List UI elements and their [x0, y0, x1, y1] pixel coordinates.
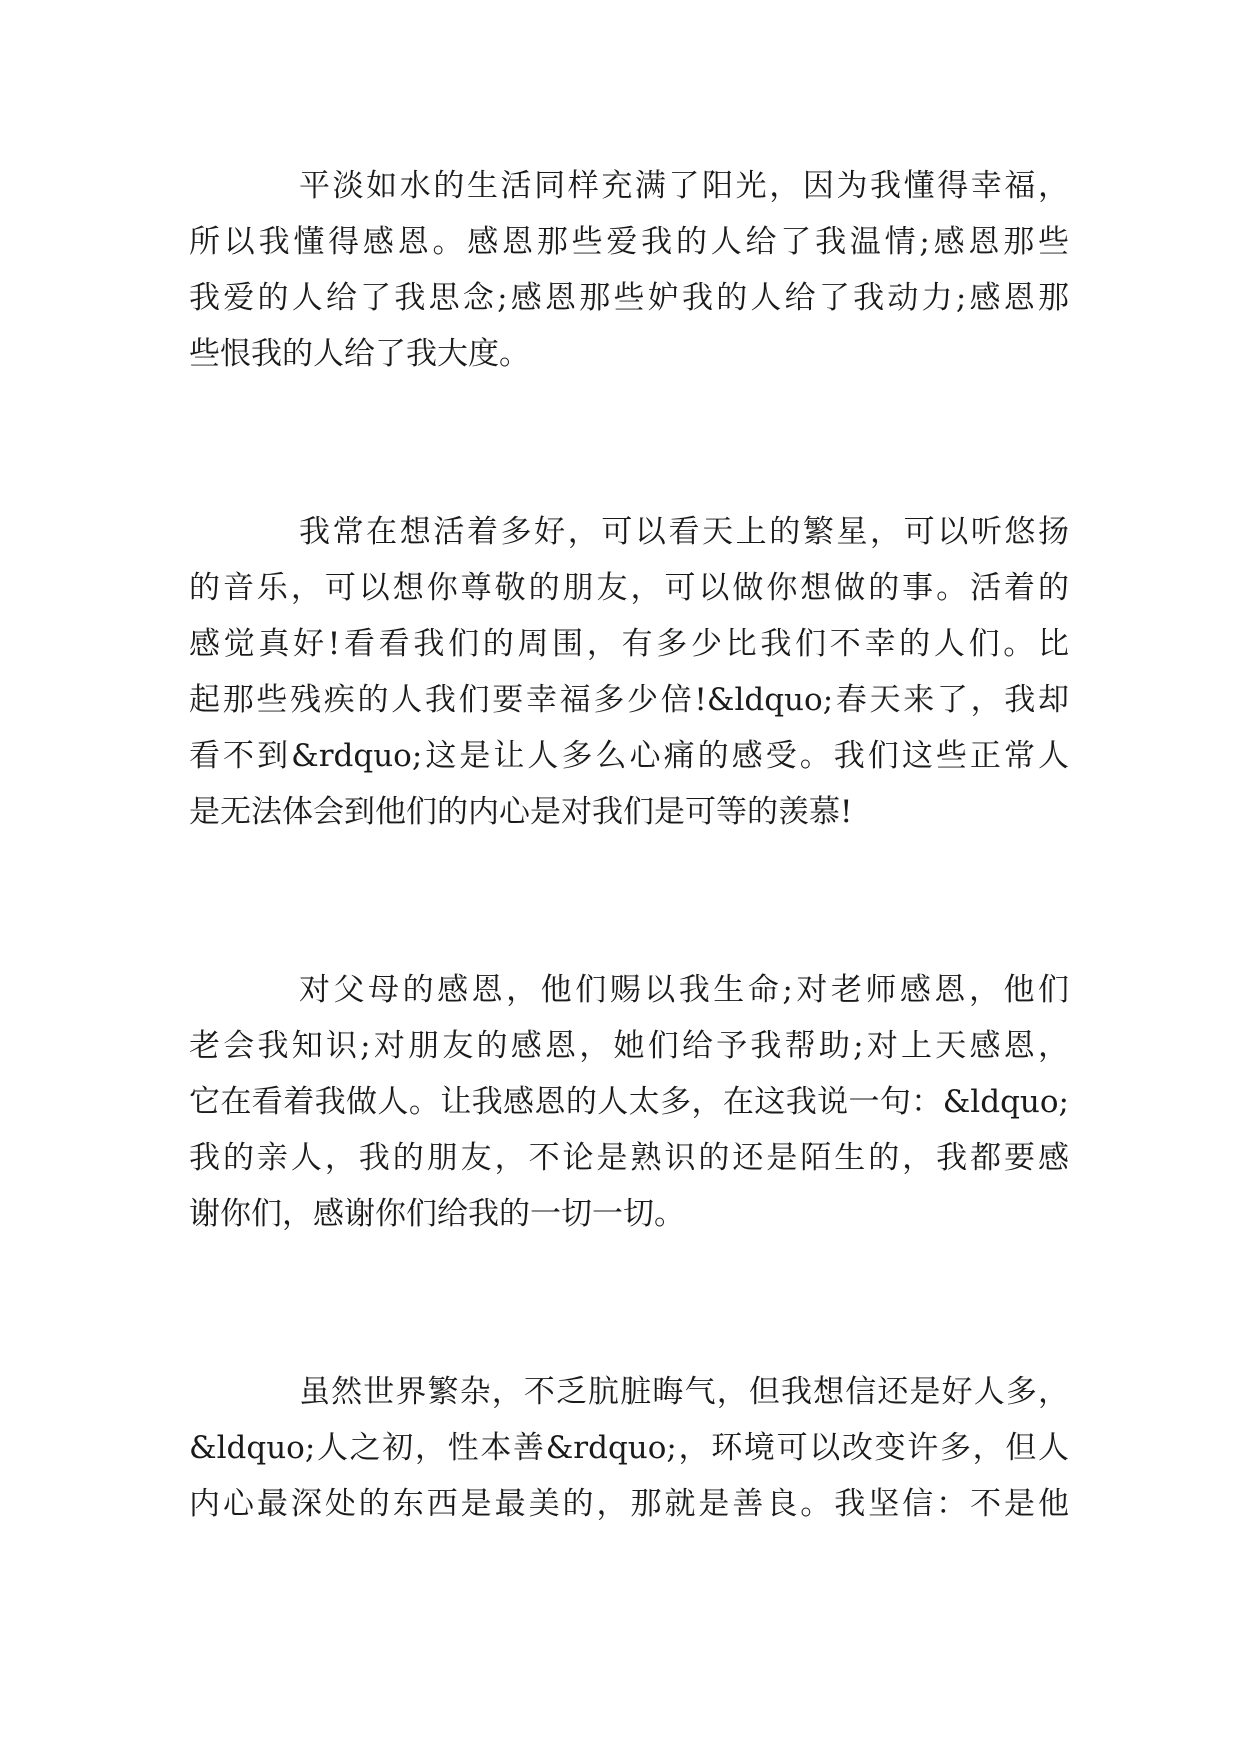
paragraph-2-line-2: 的音乐，可以想你尊敬的朋友，可以做你想做的事。活着的 — [189, 570, 1069, 606]
paragraph-2-line-5: 看不到&rdquo;这是让人多么心痛的感受。我们这些正常人 — [189, 738, 1069, 774]
paragraph-1-line-2: 所以我懂得感恩。感恩那些爱我的人给了我温情;感恩那些 — [189, 224, 1069, 260]
paragraph-3-line-2: 老会我知识;对朋友的感恩，她们给予我帮助;对上天感恩， — [189, 1028, 1069, 1064]
paragraph-4-line-2: &ldquo;人之初，性本善&rdquo;，环境可以改变许多，但人 — [189, 1430, 1069, 1466]
paragraph-4-line-3: 内心最深处的东西是最美的，那就是善良。我坚信：不是他 — [189, 1486, 1069, 1522]
paragraph-2-line-6: 是无法体会到他们的内心是对我们是可等的羡慕! — [189, 794, 853, 830]
paragraph-1-line-1: 平淡如水的生活同样充满了阳光，因为我懂得幸福， — [299, 168, 1069, 204]
paragraph-2-line-4: 起那些残疾的人我们要幸福多少倍!&ldquo;春天来了，我却 — [189, 682, 1069, 718]
paragraph-1-line-3: 我爱的人给了我思念;感恩那些妒我的人给了我动力;感恩那 — [189, 280, 1069, 316]
paragraph-3-line-5: 谢你们，感谢你们给我的一切一切。 — [189, 1196, 685, 1232]
paragraph-1-line-4: 些恨我的人给了我大度。 — [189, 336, 530, 372]
paragraph-3-line-4: 我的亲人，我的朋友，不论是熟识的还是陌生的，我都要感 — [189, 1140, 1069, 1176]
paragraph-4-line-1: 虽然世界繁杂，不乏肮脏晦气，但我想信还是好人多， — [299, 1374, 1069, 1410]
paragraph-3-line-1: 对父母的感恩，他们赐以我生命;对老师感恩，他们 — [299, 972, 1069, 1008]
paragraph-3-line-3: 它在看着我做人。让我感恩的人太多，在这我说一句：&ldquo; — [189, 1084, 1069, 1120]
paragraph-2-line-1: 我常在想活着多好，可以看天上的繁星，可以听悠扬 — [299, 514, 1069, 550]
paragraph-2-line-3: 感觉真好!看看我们的周围，有多少比我们不幸的人们。比 — [189, 626, 1069, 662]
